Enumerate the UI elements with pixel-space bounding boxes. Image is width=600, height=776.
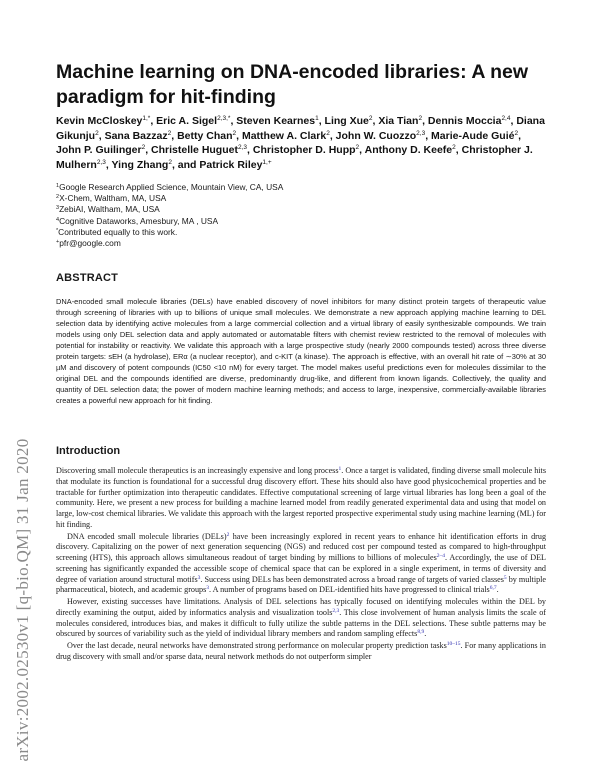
paragraph-text: . bbox=[496, 585, 499, 595]
paragraph-text: . Accordingly, the use of DEL screening has significantly expanded the accessible scope of chemical space that can be explored in a single experiment, in terms of diversity and degree of variation around structural motifs bbox=[56, 553, 546, 584]
author-name: Ying Zhang bbox=[111, 158, 169, 171]
citation-link[interactable]: 2,3 bbox=[332, 607, 340, 614]
affiliation-text: X-Chem, Waltham, MA, USA bbox=[59, 193, 167, 204]
introduction-paragraph bbox=[56, 597, 546, 640]
author-name: Ling Xue bbox=[324, 115, 369, 127]
affiliation-text: Google Research Applied Science, Mountain View, CA, USA bbox=[59, 182, 284, 192]
abstract-text: DNA-encoded small molecule libraries (DELs) have enabled discovery of novel inhibitors for many distinct protein targets of therapeutic value through screening of libraries with up to billions of unique small molecules. We demonstrate a new approach applying machine learning to DEL selection data by identifying active molecules from a large commercial collection and a virtual library of easily synthesizable compounds. We train models using only DEL selection data and apply automated or automatable filters with chemist review restricted to the removal of molecules with potential for instability or reactivity. We validate this approach with a large prospective study (nearly 2000 compounds tested) across three diverse protein targets: sEH (a hydrolase), ERα (a nuclear receptor), and c-KIT (a kinase). The approach is effective, with an overall hit rate of ∼30% at 30 µM and discovery of potent compounds (IC50 <10 nM) for every target. The model makes useful predictions even for molecules dissimilar to the original DEL and the compounds identified are diverse, predominantly drug-like, and different from known ligands. Collectively, the quality and quantity of DEL selection data; the power of modern machine learning methods; and access to large, inexpensive, commercially-available libraries creates a powerful new approach for hit finding. bbox=[56, 297, 546, 405]
affiliation-mark: * bbox=[56, 227, 59, 234]
author-name: Steven Kearnes bbox=[236, 115, 316, 127]
author bbox=[112, 159, 172, 171]
affiliation-item bbox=[56, 182, 546, 193]
author-affiliation-mark: 2 bbox=[326, 129, 330, 137]
author-affiliation-mark: 2 bbox=[452, 144, 456, 152]
affiliation-mark: 1 bbox=[56, 183, 60, 189]
citation-link[interactable]: 2–4 bbox=[436, 553, 446, 559]
author-name: Sana Bazzaz bbox=[104, 129, 168, 142]
author-affiliation-mark: 2 bbox=[232, 129, 237, 137]
author-affiliation-mark: 2 bbox=[95, 129, 99, 137]
paragraph-text: . A number of programs based on DEL-identified hits have progressed to clinical trials bbox=[209, 585, 490, 595]
author-affiliation-mark: 2,3 bbox=[96, 158, 106, 166]
author bbox=[325, 115, 373, 127]
author-affiliation-mark: 1 bbox=[315, 115, 319, 122]
affiliation-item bbox=[56, 193, 546, 204]
introduction-paragraph bbox=[56, 466, 546, 531]
author-name: Kevin McCloskey bbox=[56, 115, 143, 127]
paragraph-text: . For many applications in drug discovery with small and/or sparse data, neural network methods do not outperform simpler bbox=[56, 641, 546, 661]
affiliation-list bbox=[56, 182, 546, 249]
author bbox=[156, 115, 230, 127]
affiliation-text: ZebiAI, Waltham, MA, USA bbox=[59, 204, 160, 215]
affiliation-item bbox=[56, 204, 546, 215]
citation-link[interactable]: 6,7 bbox=[489, 585, 497, 592]
author bbox=[365, 144, 456, 156]
paragraph-text: DNA encoded small molecule libraries (DELs) bbox=[67, 531, 227, 541]
author-name: John W. Cuozzo bbox=[335, 129, 417, 142]
author-name: John P. Guilinger bbox=[56, 144, 142, 157]
author bbox=[336, 130, 426, 142]
author-name: Xia Tian bbox=[378, 115, 419, 127]
author-affiliation-mark: 1,* bbox=[142, 115, 151, 122]
author bbox=[253, 144, 359, 156]
author bbox=[428, 115, 511, 127]
introduction-paragraph bbox=[56, 641, 546, 663]
affiliation-text: Contributed equally to this work. bbox=[58, 226, 178, 237]
author-affiliation-mark: 2 bbox=[418, 115, 423, 122]
author-name: Christelle Huguet bbox=[151, 144, 238, 157]
affiliation-item bbox=[56, 227, 546, 238]
author bbox=[177, 130, 236, 142]
author-affiliation-mark: 2 bbox=[355, 144, 360, 152]
citation-link[interactable]: 3 bbox=[197, 574, 201, 581]
author-name: Patrick Riley bbox=[199, 158, 263, 171]
introduction-body bbox=[56, 466, 546, 664]
citation-link[interactable]: 8,9 bbox=[417, 629, 425, 636]
affiliation-mark: 4 bbox=[56, 216, 60, 223]
paragraph-text: . This close involvement of human analysis limits the scale of molecules considered, introduces bias, and makes it difficult to fully utilize the subtle patterns in the DEL selections. These subtle patterns may be obscured by sources of variability such as the yield of individual library members and random sampling effects bbox=[56, 607, 546, 639]
paragraph-text: . Once a target is validated, finding diverse small molecule hits that modulate its function is foundational for a successful drug discovery effort. These hits should also have good physicochemical properties and be tractable for further optimization into therapeutic candidates. Effective computational screening of large virtual libraries has long been a goal of the community. Here, we present a new process for building a machine learned model from readily generated experimental data and using that model on large, low-cost chemical libraries. We validate this approach with the largest reported prospective experimental study using machine learning (ML) for hit finding. bbox=[56, 466, 546, 529]
affiliation-mark: 3 bbox=[56, 205, 60, 212]
arxiv-identifier: arXiv:2002.02530v1 [q-bio.QM] 31 Jan 2020 bbox=[13, 438, 32, 762]
author-affiliation-mark: 2 bbox=[514, 129, 519, 137]
author-name: Anthony D. Keefe bbox=[364, 144, 453, 157]
author bbox=[56, 115, 150, 127]
author-affiliation-mark: 2,4 bbox=[501, 115, 511, 122]
affiliation-mark: 2 bbox=[56, 194, 60, 201]
author bbox=[199, 159, 271, 171]
author bbox=[105, 130, 172, 142]
affiliation-text: pfr@google.com bbox=[59, 238, 121, 249]
affiliation-text: Cognitive Dataworks, Amesbury, MA , USA bbox=[59, 215, 219, 226]
author-name: Eric A. Sigel bbox=[156, 115, 218, 127]
affiliation-item bbox=[56, 216, 546, 227]
citation-link[interactable]: 10–15 bbox=[446, 641, 461, 647]
author bbox=[242, 130, 330, 142]
citation-link[interactable]: 1 bbox=[338, 466, 342, 472]
introduction-heading: Introduction bbox=[56, 445, 121, 457]
paper-title: Machine learning on DNA-encoded libraries: A new paradigm for hit-finding bbox=[56, 61, 529, 108]
author bbox=[56, 144, 145, 156]
author-name: Christopher J. Mulhern bbox=[56, 144, 533, 171]
paragraph-text: have been increasingly explored in recent years to enhance hit identification efforts in drug discovery. Capitalizing on the power of next generation sequencing (NGS) and reduced cost per compound tested as compared to high-throughput screening (HTS), this approach allows simultaneous readout of target binding by millions to billions of molecules bbox=[56, 531, 547, 562]
author bbox=[151, 144, 247, 156]
author-name: Diana Gikunju bbox=[56, 115, 545, 142]
author-affiliation-mark: 2 bbox=[167, 129, 172, 137]
paragraph-text: . Success using DELs has been demonstrated across a broad range of targets of varied classes bbox=[200, 574, 504, 584]
author bbox=[378, 115, 422, 127]
author-list: Kevin McCloskey$^{1,*}$, Eric A. Sigel$^{2,3,*}$, Steven Kearnes$^1$, Ling Xue$^2$, Xia Tian$^2$, Dennis Moccia$^{2,4}$, Diana Gikunju$^2$, Sana Bazzaz$^2$, Betty Chan$^2$, Matthew A. Clark$^2$, John W. Cuozzo$^{2,3}$, Marie-Aude Guié$^2$, John P. Guilinger$^2$, Christelle Huguet$^{2,3}$, Christopher D. Hupp$^2$, Anthony D. Keefe$^2$, Christopher J. Mulhern$^{2,3}$, Ying Zhang$^2$, and Patrick Riley$^{1,+}$ bbox=[56, 115, 545, 171]
author-name: Dennis Moccia bbox=[427, 115, 502, 127]
author-name: Betty Chan bbox=[177, 129, 233, 142]
author-affiliation-mark: 1,+ bbox=[262, 158, 272, 166]
affiliation-item bbox=[56, 238, 546, 249]
paragraph-text: Discovering small molecule therapeutics is an increasingly expensive and long process bbox=[56, 466, 339, 475]
author-affiliation-mark: 2 bbox=[368, 115, 373, 122]
author-affiliation-mark: 2,3 bbox=[416, 129, 426, 137]
author-affiliation-mark: 2 bbox=[168, 158, 172, 166]
paragraph-text: . bbox=[424, 629, 427, 639]
author-affiliation-mark: 2 bbox=[141, 144, 146, 152]
paragraph-text: by multiple pharmaceutical, biotech, and academic groups bbox=[56, 574, 546, 595]
author bbox=[236, 115, 318, 127]
introduction-paragraph bbox=[56, 532, 546, 597]
author-affiliation-mark: 2,3 bbox=[237, 144, 248, 152]
author-affiliation-mark: 2,3,* bbox=[217, 115, 231, 122]
abstract-heading: ABSTRACT bbox=[56, 272, 119, 284]
author-name: Matthew A. Clark bbox=[241, 129, 327, 142]
author bbox=[431, 130, 518, 142]
affiliation-mark: + bbox=[56, 239, 60, 246]
paragraph-text: However, existing successes have limitations. Analysis of DEL selections has typically focused on identifying molecules within the DEL by directly examining the output, aided by informatics analysis and visualization tools bbox=[56, 597, 546, 617]
author-name: Christopher D. Hupp bbox=[252, 144, 356, 157]
citation-link[interactable]: 2 bbox=[226, 531, 230, 538]
author-name: Marie-Aude Guié bbox=[431, 129, 515, 142]
arxiv-sidebar bbox=[8, 200, 38, 762]
citation-link[interactable]: 5 bbox=[503, 574, 507, 581]
paragraph-text: Over the last decade, neural networks have demonstrated strong performance on molecular property prediction tasks bbox=[67, 641, 447, 650]
citation-link[interactable]: 3 bbox=[206, 585, 209, 592]
